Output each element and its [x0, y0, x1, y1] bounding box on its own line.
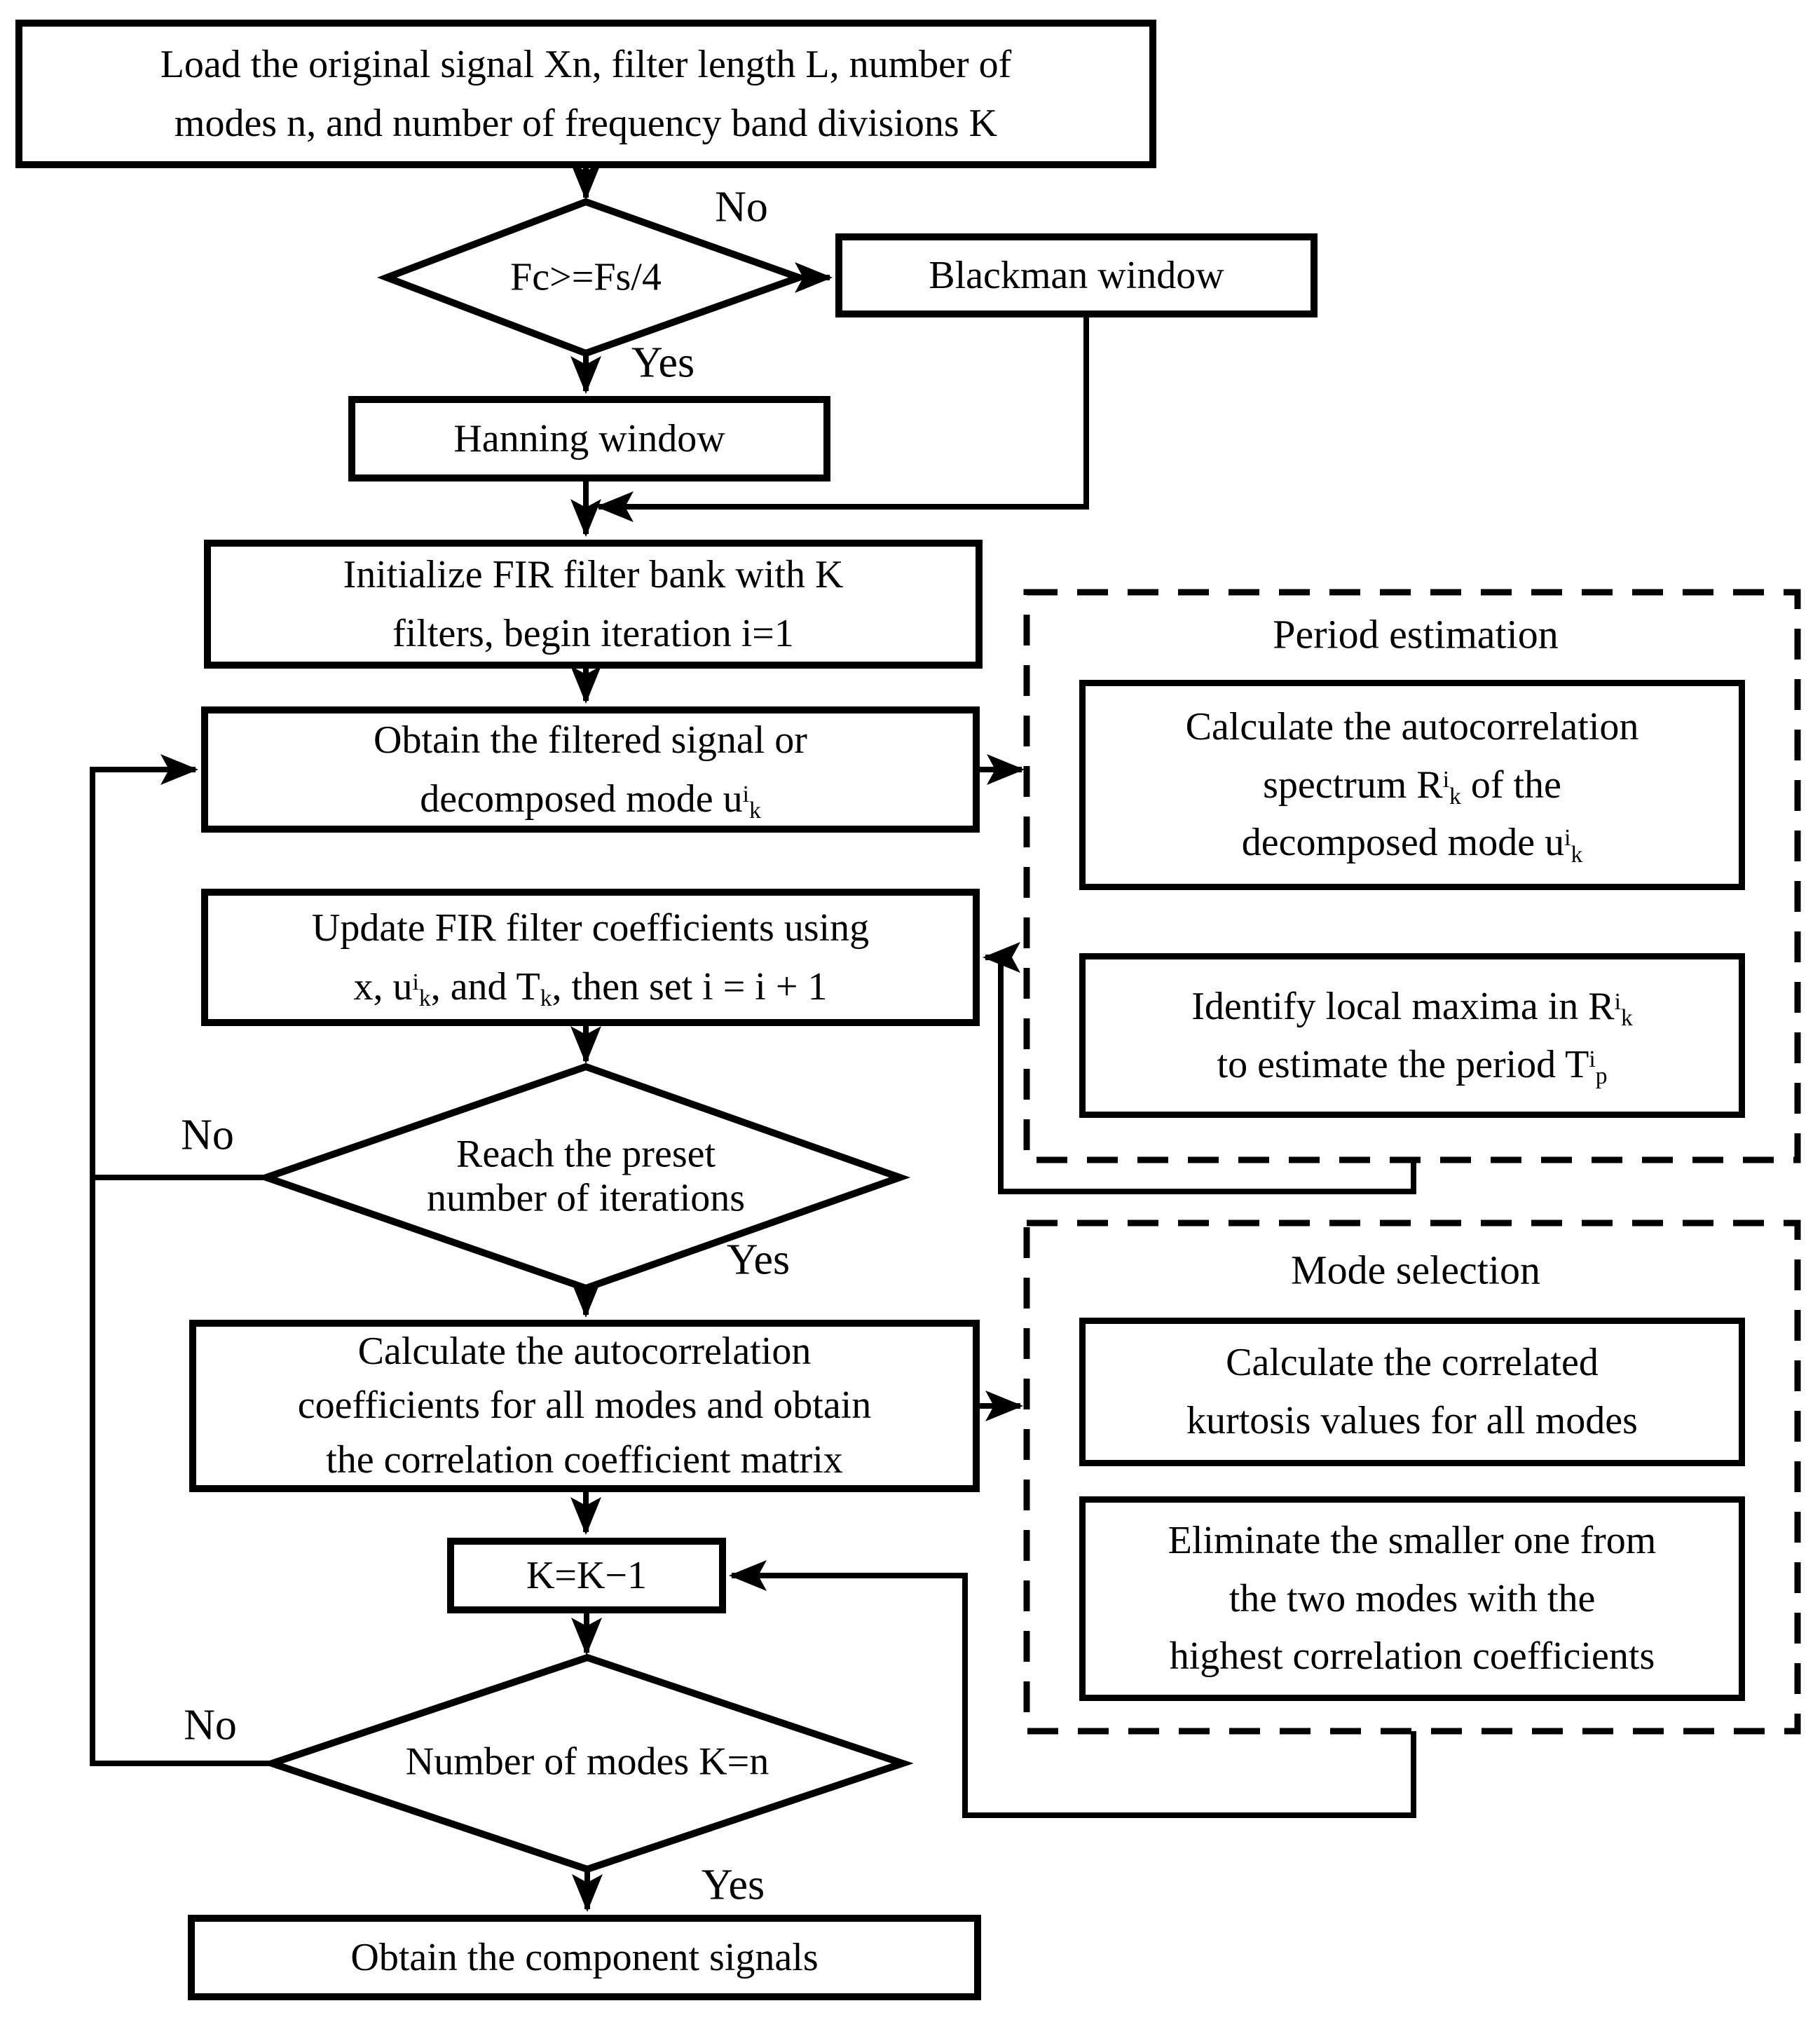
iteration-decision-line1: Reach the preset [456, 1132, 716, 1176]
maxima-line2: to estimate the period $T^i_p$ [1217, 1042, 1608, 1089]
obtain-box [201, 706, 980, 833]
kurtosis-line1: Calculate the correlated [1226, 1341, 1599, 1385]
obtain-line1: Obtain the filtered signal or [374, 718, 807, 762]
modes-yes-label: Yes [701, 1861, 765, 1909]
iteration-decision-line2: number of iterations [426, 1176, 746, 1220]
calc-line3: the correlation coefficient matrix [326, 1437, 843, 1482]
hanning-box [348, 396, 830, 481]
local-maxima-box [1079, 953, 1745, 1118]
blackman-label: Blackman window [929, 254, 1224, 297]
init-line2: filters, begin iteration i=1 [392, 612, 794, 655]
autocorr-spectrum-box [1079, 680, 1745, 890]
iteration-no-label: No [181, 1111, 234, 1159]
iteration-decision-label [427, 1132, 745, 1220]
update-line2: x, $u^i_k$, and $T_k$, then set i = i + 1 [353, 965, 828, 1012]
output-label: Obtain the component signals [350, 1936, 819, 1979]
fc-yes-label: Yes [631, 339, 695, 387]
obtain-line2: decomposed mode $u^i_k$ [420, 777, 761, 824]
autocorr-line1: Calculate the autocorrelation [1185, 704, 1639, 749]
iteration-yes-label: Yes [726, 1236, 791, 1284]
calc-line1: Calculate the autocorrelation [357, 1330, 812, 1374]
k-decrement-label: K=K−1 [526, 1554, 648, 1597]
eliminate-line2: the two modes with the [1229, 1576, 1596, 1620]
init-line1: Initialize FIR filter bank with K [343, 553, 844, 596]
fc-decision-label: Fc>=Fs/4 [510, 255, 662, 299]
update-box [201, 889, 980, 1026]
period-panel-title: Period estimation [1273, 611, 1559, 657]
autocorr-line3: decomposed mode $u^i_k$ [1241, 821, 1583, 868]
autocorr-line2: spectrum $R^i_k$ of the [1263, 763, 1561, 810]
eliminate-line3: highest correlation coefficients [1169, 1634, 1655, 1679]
calc-correlation-box [189, 1320, 980, 1492]
output-box [188, 1915, 981, 2000]
fc-no-label: No [715, 183, 768, 231]
modes-no-label: No [184, 1701, 237, 1749]
update-line1: Update FIR filter coefficients using [311, 906, 870, 950]
blackman-box [835, 233, 1318, 317]
load-box [15, 20, 1156, 168]
eliminate-line1: Eliminate the smaller one from [1168, 1518, 1657, 1562]
mode-panel-title: Mode selection [1291, 1247, 1540, 1293]
maxima-line1: Identify local maxima in $R^i_k$ [1191, 984, 1633, 1032]
hanning-label: Hanning window [453, 417, 725, 460]
k-decrement-box [447, 1538, 726, 1613]
init-box [204, 540, 983, 669]
kurtosis-box [1079, 1318, 1745, 1466]
modes-decision-label: Number of modes K=n [405, 1740, 769, 1784]
load-line2: modes n, and number of frequency band divisions K [174, 102, 998, 145]
eliminate-box [1079, 1496, 1745, 1701]
calc-line2: coefficients for all modes and obtain [297, 1384, 872, 1428]
kurtosis-line2: kurtosis values for all modes [1186, 1399, 1638, 1442]
load-line1: Load the original signal Xn, filter length L, number of [160, 43, 1012, 86]
